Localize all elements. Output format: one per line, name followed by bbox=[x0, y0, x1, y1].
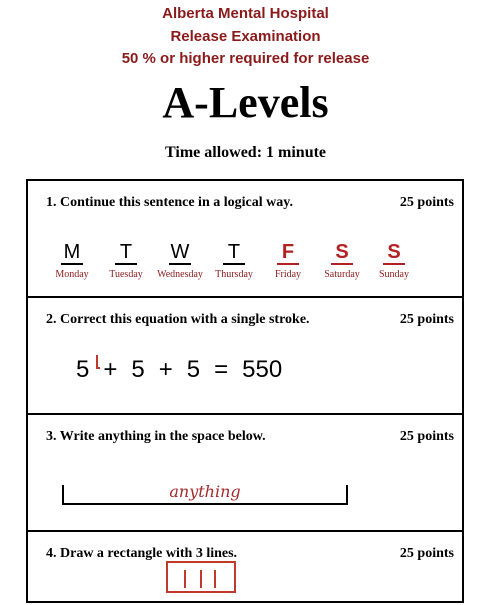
equation-operator: + bbox=[158, 356, 173, 383]
question-4-text: 4. Draw a rectangle with 3 lines. bbox=[46, 546, 238, 561]
day-wednesday bbox=[150, 241, 210, 280]
answer-space bbox=[62, 482, 348, 505]
equation bbox=[76, 356, 282, 384]
equation-term: 5 bbox=[76, 356, 90, 383]
question-3-text: 3. Write anything in the space below. bbox=[46, 429, 266, 444]
day-saturday bbox=[312, 241, 372, 280]
day-letter: M bbox=[63, 241, 81, 263]
release-requirement: 50 % or higher required for release bbox=[121, 50, 370, 67]
equation-operator-corrected bbox=[103, 356, 117, 384]
equation-result: 550 bbox=[242, 356, 283, 383]
day-underline bbox=[331, 263, 353, 265]
question-1-text: 1. Continue this sentence in a logical way. bbox=[46, 195, 293, 210]
day-label: Wednesday bbox=[157, 269, 203, 280]
equation-equals: = bbox=[214, 356, 229, 383]
question-2-text: 2. Correct this equation with a single stroke. bbox=[46, 312, 310, 327]
handwritten-answer: anything bbox=[169, 482, 241, 501]
day-label: Friday bbox=[274, 269, 302, 280]
day-label: Saturday bbox=[324, 269, 360, 280]
day-underline bbox=[223, 263, 245, 265]
day-underline bbox=[277, 263, 299, 265]
hospital-name: Alberta Mental Hospital bbox=[162, 5, 329, 22]
day-label: Thursday bbox=[215, 269, 253, 280]
day-letter: F bbox=[281, 241, 295, 263]
question-1-box bbox=[26, 179, 464, 296]
question-3-box bbox=[26, 413, 464, 530]
question-2-points: 25 points bbox=[399, 312, 454, 327]
day-label: Monday bbox=[55, 269, 89, 280]
day-letter: T bbox=[227, 241, 241, 263]
day-friday bbox=[258, 241, 318, 280]
drawn-line bbox=[184, 570, 186, 588]
correction-stroke bbox=[96, 355, 100, 369]
exam-name: Release Examination bbox=[170, 28, 321, 45]
drawn-line bbox=[200, 570, 202, 588]
day-label: Sunday bbox=[379, 269, 409, 280]
day-thursday bbox=[204, 241, 264, 280]
day-letter: T bbox=[119, 241, 133, 263]
day-underline bbox=[61, 263, 83, 265]
page-title: A-Levels bbox=[162, 78, 329, 127]
day-letter: S bbox=[335, 241, 349, 263]
question-4-points: 25 points bbox=[399, 546, 454, 561]
day-sunday bbox=[364, 241, 424, 280]
day-underline bbox=[115, 263, 137, 265]
day-letter: W bbox=[170, 241, 190, 263]
question-3-points: 25 points bbox=[399, 429, 454, 444]
time-allowed: Time allowed: 1 minute bbox=[164, 144, 327, 161]
day-tuesday bbox=[96, 241, 156, 280]
rectangle-drawing bbox=[166, 561, 236, 593]
day-label: Tuesday bbox=[109, 269, 143, 280]
question-2-box bbox=[26, 296, 464, 413]
day-underline bbox=[169, 263, 191, 265]
question-4-box bbox=[26, 530, 464, 603]
equation-term: 5 bbox=[186, 356, 201, 383]
drawn-line bbox=[214, 570, 216, 588]
day-underline bbox=[383, 263, 405, 265]
equation-term: 5 bbox=[131, 356, 145, 383]
day-monday bbox=[42, 241, 102, 280]
equation-operator: + bbox=[103, 356, 118, 383]
day-letter: S bbox=[387, 241, 401, 263]
question-1-points: 25 points bbox=[399, 195, 454, 210]
